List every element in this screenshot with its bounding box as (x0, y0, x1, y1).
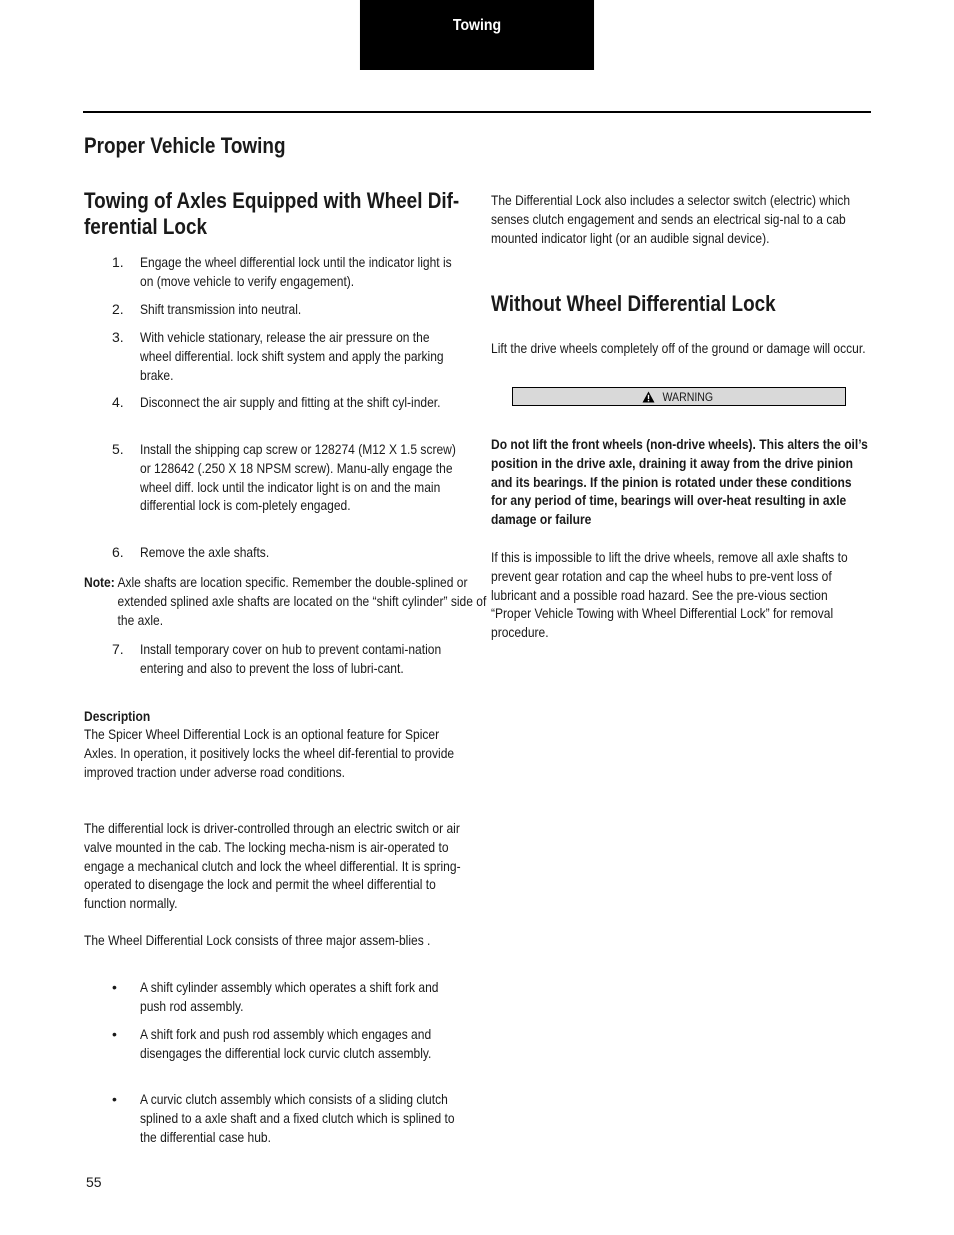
bullet-mark: • (112, 1091, 117, 1107)
note-text: Axle shafts are location specific. Remember the double-splined or extended splined axle shafts are located on the “shift cylinder” side of the axle. (117, 574, 487, 628)
description-label: Description (84, 708, 151, 724)
page-number: 55 (86, 1174, 102, 1190)
step-text: Disconnect the air supply and fitting at the shift cyl-inder. (140, 394, 441, 410)
chapter-tab (360, 0, 594, 70)
step-text: Install temporary cover on hub to prevent contami-nation entering and also to prevent the loss of lubri-cant. (140, 641, 442, 676)
section-heading-line-2: ferential Lock (84, 214, 208, 239)
step-number: 2. (112, 301, 124, 317)
step-text: Install the shipping cap screw or 128274 (M12 X 1.5 screw) or 128642 (.250 X 18 NPSM screw). Manu-ally engage the wheel diff. lock until the indicator light is on and the main differential lock is com-pletely engaged. (140, 441, 456, 514)
section-heading-line-1: Towing of Axles Equipped with Wheel Dif- (84, 188, 460, 213)
header-rule (83, 111, 871, 113)
description-paragraph-1: The Spicer Wheel Differential Lock is an optional feature for Spicer Axles. In operation, it positively locks the wheel dif-ferential to provide improved traction under adverse road conditions. (84, 726, 455, 780)
step-number: 4. (112, 394, 124, 410)
bullet-text: A curvic clutch assembly which consists of a sliding clutch splined to a axle shaft and a fixed clutch which is splined to the differential case hub. (140, 1091, 455, 1145)
warning-text: Do not lift the front wheels (non-drive wheels). This alters the oil’s position in the drive axle, draining it away from the drive pinion and its bearings. If the pinion is rotated under these conditions for any period of time, bearings will over-heat resulting in axle damage or failure (491, 436, 868, 528)
bullet-mark: • (112, 1026, 117, 1042)
bullet-mark: • (112, 979, 117, 995)
warning-triangle-icon (642, 391, 655, 403)
step-text: Engage the wheel differential lock until the indicator light is on (move vehicle to verify engagement). (140, 254, 452, 289)
step-text: Shift transmission into neutral. (140, 301, 302, 317)
description-paragraph-2: The differential lock is driver-controlled through an electric switch or air valve mounted in the cab. The locking mecha-nism is air-operated to engage a mechanical clutch and lock the wheel differential. It is spring-operated to disengage the lock and permit the wheel differential to function normally. (84, 820, 461, 912)
impossible-lift-paragraph: If this is impossible to lift the drive wheels, remove all axle shafts to prevent gear rotation and cap the wheel hubs to pre-vent loss of lubricant and a possible road hazard. See the pre-vious section “Proper Vehicle Towing with Wheel Differential Lock” for removal procedure. (491, 549, 848, 641)
page-title: Proper Vehicle Towing (84, 133, 286, 158)
step-number: 3. (112, 329, 124, 345)
chapter-tab-label: Towing (452, 17, 502, 34)
step-number: 5. (112, 441, 124, 457)
section-heading-without-lock: Without Wheel Differential Lock (491, 291, 776, 316)
step-number: 7. (112, 641, 124, 657)
step-number: 6. (112, 544, 124, 560)
step-text: Remove the axle shafts. (140, 544, 270, 560)
warning-banner (512, 387, 846, 406)
bullet-text: A shift fork and push rod assembly which engages and disengages the differential lock curvic clutch assembly. (140, 1026, 432, 1061)
step-text: With vehicle stationary, release the air pressure on the wheel differential. lock shift system and apply the parking brake. (140, 329, 444, 383)
description-paragraph-3: The Wheel Differential Lock consists of three major assem-blies . (84, 932, 431, 948)
lift-intro-paragraph: Lift the drive wheels completely off of the ground or damage will occur. (491, 340, 866, 356)
step-number: 1. (112, 254, 124, 270)
note (84, 573, 487, 629)
note-label: Note: (84, 574, 115, 590)
selector-switch-paragraph: The Differential Lock also includes a selector switch (electric) which senses clutch engagement and sends an electrical sig-nal to a cab mounted indicator light (or an audible signal device). (491, 192, 851, 246)
bullet-text: A shift cylinder assembly which operates a shift fork and push rod assembly. (140, 979, 439, 1014)
warning-label: WARNING (662, 389, 713, 404)
section-heading-wheel-diff-lock (84, 188, 524, 240)
